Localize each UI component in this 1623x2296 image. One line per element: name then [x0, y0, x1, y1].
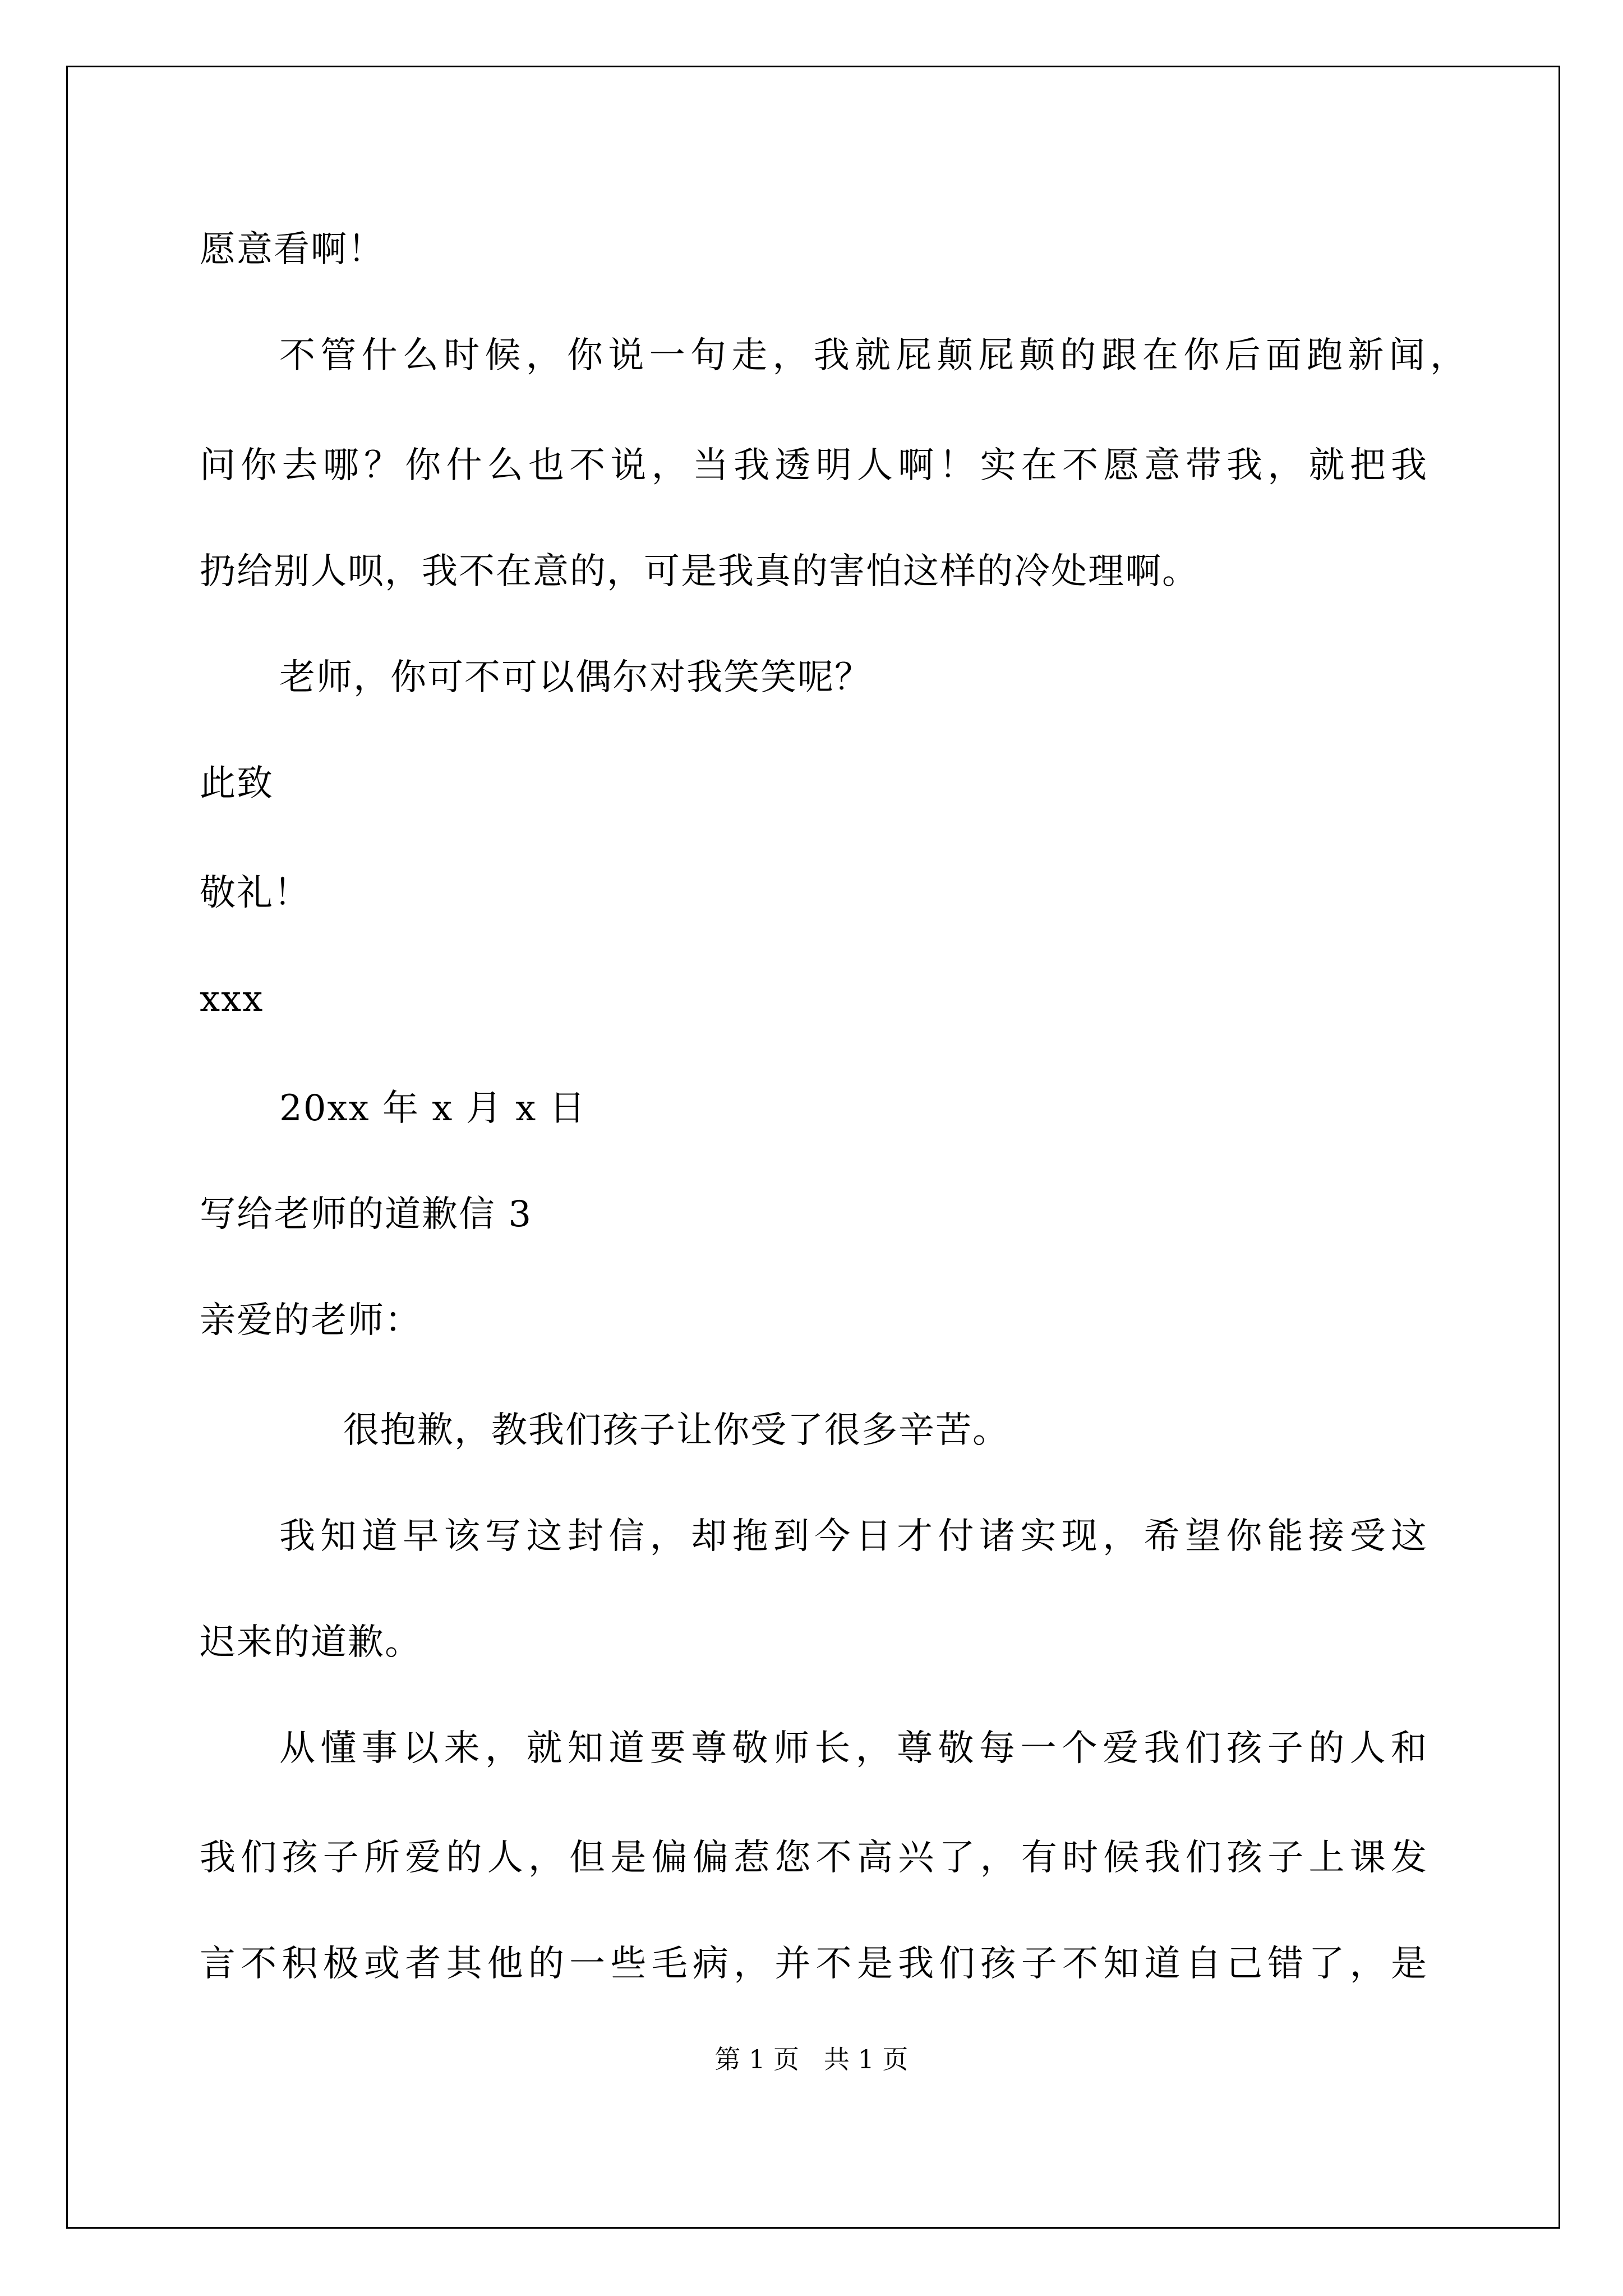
- text-line: 愿意看啊！: [200, 229, 385, 270]
- text-line: 我们孩子所爱的人，但是偏偏惹您不高兴了，有时候我们孩子上课发: [200, 1837, 1428, 1879]
- text-line: 言不积极或者其他的一些毛病，并不是我们孩子不知道自己错了，是: [200, 1943, 1428, 1985]
- text-line: 问你去哪？你什么也不说，当我透明人啊！实在不愿意带我，就把我: [200, 445, 1428, 486]
- text-line: 很抱歉，教我们孩子让你受了很多辛苦。: [343, 1410, 1009, 1451]
- text-line: 扔给别人呗，我不在意的，可是我真的害怕这样的冷处理啊。: [200, 551, 1199, 592]
- date-line: 20xx 年 x 月 x 日: [279, 1088, 587, 1129]
- closing-respect: 敬礼！: [200, 872, 311, 914]
- text-line: 老师，你可不可以偶尔对我笑笑呢？: [279, 657, 872, 698]
- text-line: 迟来的道歉。: [200, 1622, 422, 1663]
- page-border: [66, 66, 1560, 2229]
- greeting: 亲爱的老师：: [200, 1300, 422, 1341]
- signature: xxx: [200, 978, 264, 1020]
- closing-salutation: 此致: [200, 763, 274, 804]
- text-line: 不管什么时候，你说一句走，我就屁颠屁颠的跟在你后面跑新闻，: [279, 335, 1467, 376]
- section-heading: 写给老师的道歉信 3: [200, 1194, 533, 1235]
- page-footer: 第 1 页 共 1 页: [714, 2044, 909, 2074]
- text-line: 从懂事以来，就知道要尊敬师长，尊敬每一个爱我们孩子的人和: [279, 1728, 1428, 1769]
- text-line: 我知道早该写这封信，却拖到今日才付诸实现，希望你能接受这: [279, 1516, 1428, 1557]
